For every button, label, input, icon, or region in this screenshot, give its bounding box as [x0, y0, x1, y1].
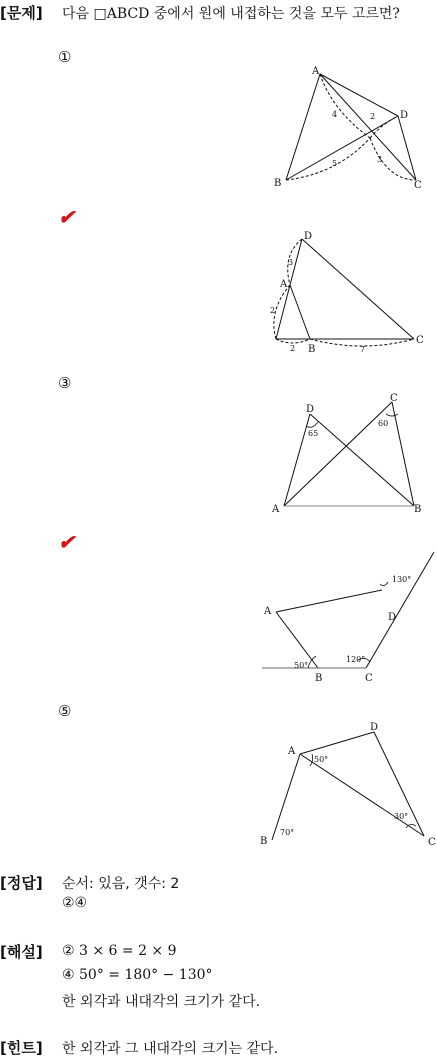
- angle-label: 30°: [394, 812, 409, 821]
- point-label-c: C: [365, 673, 373, 684]
- point-label-b: B: [308, 344, 316, 355]
- answer-label: [정답]: [0, 874, 43, 892]
- segment-label: 3: [288, 258, 294, 267]
- point-label-a: A: [312, 66, 320, 77]
- angle-label: 50°: [294, 661, 309, 670]
- checkmark-icon: ✔: [58, 530, 75, 554]
- angle-label: 70°: [280, 828, 295, 837]
- segment-label: 2: [370, 112, 376, 121]
- point-label-c: C: [390, 393, 398, 404]
- point-label-c: C: [414, 180, 422, 191]
- angle-label: 120°: [346, 655, 366, 664]
- explanation-line-1: ② 3 × 6 = 2 × 9: [62, 943, 177, 959]
- point-label-a: A: [272, 504, 280, 515]
- point-label-d: D: [388, 612, 397, 623]
- point-label-d: D: [370, 722, 379, 733]
- option-5-mark: ⑤: [58, 702, 72, 720]
- angle-label: 130°: [392, 575, 412, 584]
- point-label-a: A: [288, 746, 296, 757]
- point-label-b: B: [414, 504, 422, 515]
- question-text: 다음 □ABCD 중에서 원에 내접하는 것을 모두 고르면?: [62, 6, 400, 22]
- figure-option-2: [262, 225, 432, 355]
- explanation-line-3: 한 외각과 내대각의 크기가 같다.: [62, 994, 261, 1010]
- point-label-a: A: [280, 279, 288, 290]
- figure-option-1: [262, 62, 432, 192]
- point-label-a: A: [264, 606, 272, 617]
- segment-label: 7: [360, 345, 366, 354]
- answer-line-1: 순서: 있음, 갯수: 2: [62, 876, 180, 892]
- hint-text: 한 외각과 그 내대각의 크기는 같다.: [62, 1041, 279, 1057]
- segment-label: 4: [332, 110, 338, 119]
- point-label-d: D: [304, 231, 313, 242]
- point-label-b: B: [274, 178, 282, 189]
- angle-label: 60: [378, 419, 389, 428]
- explanation-label: [해설]: [0, 943, 43, 961]
- figure-option-4: [258, 548, 436, 684]
- answer-line-2: ②④: [62, 895, 88, 911]
- explanation-line-2: ④ 50° = 180° − 130°: [62, 967, 213, 983]
- hint-label: [힌트]: [0, 1039, 43, 1057]
- option-3-mark: ③: [58, 374, 72, 392]
- option-1-mark: ①: [58, 48, 72, 66]
- angle-label: 65: [308, 429, 319, 438]
- point-label-b: B: [260, 836, 268, 847]
- segment-label: 5: [332, 159, 338, 168]
- segment-label: 2: [270, 306, 276, 315]
- question-label: [문제]: [0, 4, 43, 22]
- point-label-d: D: [400, 110, 409, 121]
- angle-label: 50°: [314, 755, 329, 764]
- segment-label: 2: [290, 344, 296, 353]
- figure-option-5: [256, 718, 436, 850]
- point-label-c: C: [416, 335, 424, 346]
- point-label-d: D: [306, 404, 315, 415]
- point-label-c: C: [428, 837, 436, 848]
- point-label-b: B: [315, 673, 323, 684]
- segment-label: 3: [377, 155, 383, 164]
- figure-option-3: [262, 390, 432, 520]
- checkmark-icon: ✔: [58, 205, 75, 229]
